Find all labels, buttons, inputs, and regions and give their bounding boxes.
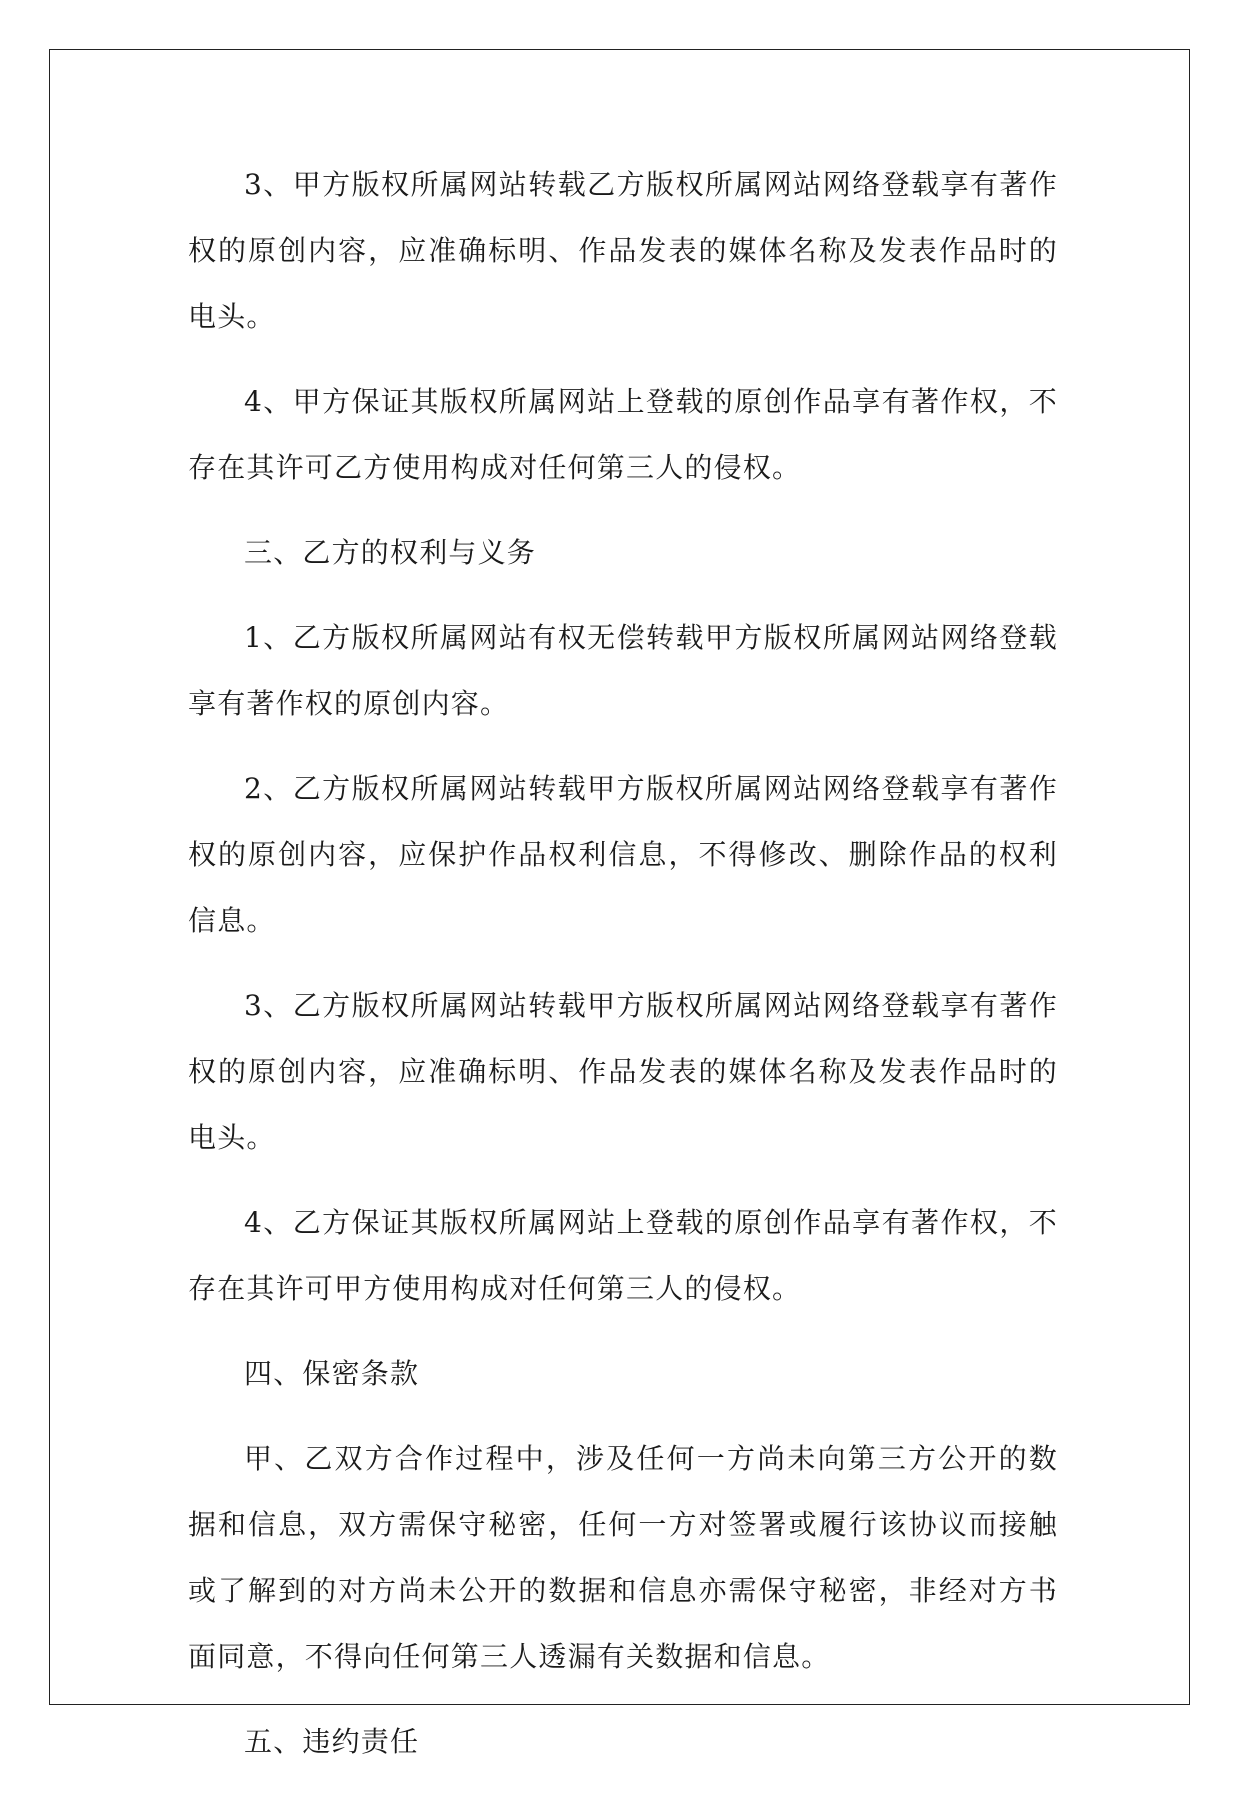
section-3-heading: 三、乙方的权利与义务 [244,536,537,569]
clause-b1-paragraph: 1、乙方版权所属网站有权无偿转载甲方版权所属网站网络登载享有著作权的原创内容。 [188,621,1058,720]
document-body [188,152,1058,1794]
confidentiality-paragraph: 甲、乙双方合作过程中，涉及任何一方尚未向第三方公开的数据和信息，双方需保守秘密，任何一方对签署或履行该协议而接触或了解到的对方尚未公开的数据和信息亦需保守秘密，非经对方书面同意，不得向任何第三人透漏有关数据和信息。 [188,1442,1058,1673]
clause-b3-paragraph: 3、乙方版权所属网站转载甲方版权所属网站网络登载享有著作权的原创内容，应准确标明、作品发表的媒体名称及发表作品时的电头。 [188,989,1058,1154]
clause-a4-paragraph: 4、甲方保证其版权所属网站上登载的原创作品享有著作权，不存在其许可乙方使用构成对任何第三人的侵权。 [188,385,1058,484]
section-4-heading: 四、保密条款 [244,1357,420,1390]
clause-b4-paragraph: 4、乙方保证其版权所属网站上登载的原创作品享有著作权，不存在其许可甲方使用构成对任何第三人的侵权。 [188,1206,1058,1305]
clause-b2-paragraph: 2、乙方版权所属网站转载甲方版权所属网站网络登载享有著作权的原创内容，应保护作品权利信息，不得修改、删除作品的权利信息。 [188,772,1058,937]
clause-a3-paragraph: 3、甲方版权所属网站转载乙方版权所属网站网络登载享有著作权的原创内容，应准确标明、作品发表的媒体名称及发表作品时的电头。 [188,168,1058,333]
section-5-heading: 五、违约责任 [244,1725,420,1758]
